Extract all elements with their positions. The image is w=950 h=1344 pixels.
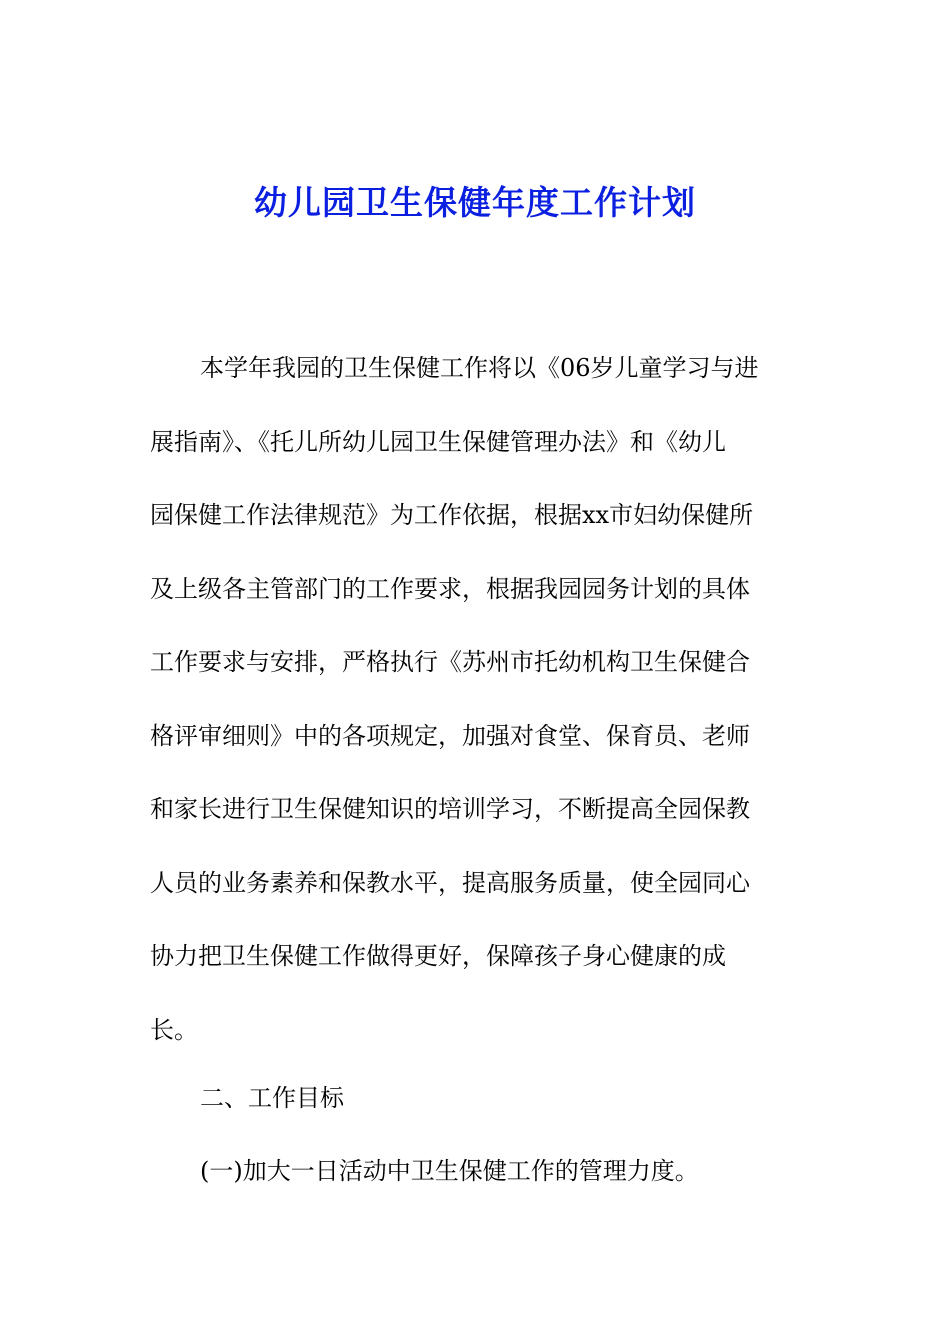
paragraph-line: 展指南》、《托儿所幼儿园卫生保健管理办法》和《幼儿 xyxy=(150,427,726,456)
paragraph-line: 协力把卫生保健工作做得更好，保障孩子身心健康的成 xyxy=(150,942,726,970)
intro-paragraph xyxy=(150,332,810,1067)
paragraph-line: 格评审细则》中的各项规定，加强对食堂、保育员、老师 xyxy=(150,721,750,750)
section-heading: 二、工作目标 xyxy=(200,1084,344,1112)
paragraph-line: 长。 xyxy=(150,1015,198,1044)
paragraph-line: 及上级各主管部门的工作要求，根据我园园务计划的具体 xyxy=(150,574,750,603)
paragraph-line: 和家长进行卫生保健知识的培训学习，不断提高全园保教 xyxy=(150,795,750,823)
subsection-heading: (一)加大一日活动中卫生保健工作的管理力度。 xyxy=(200,1157,699,1185)
paragraph-line: 本学年我园的卫生保健工作将以《06岁儿童学习与进 xyxy=(200,354,759,382)
paragraph-line: 园保健工作法律规范》为工作依据，根据xx市妇幼保健所 xyxy=(150,501,754,529)
document-title: 幼儿园卫生保健年度工作计划 xyxy=(254,183,696,222)
paragraph-line: 人员的业务素养和保教水平，提高服务质量，使全园同心 xyxy=(150,868,750,897)
paragraph-line: 工作要求与安排，严格执行《苏州市托幼机构卫生保健合 xyxy=(150,648,750,676)
